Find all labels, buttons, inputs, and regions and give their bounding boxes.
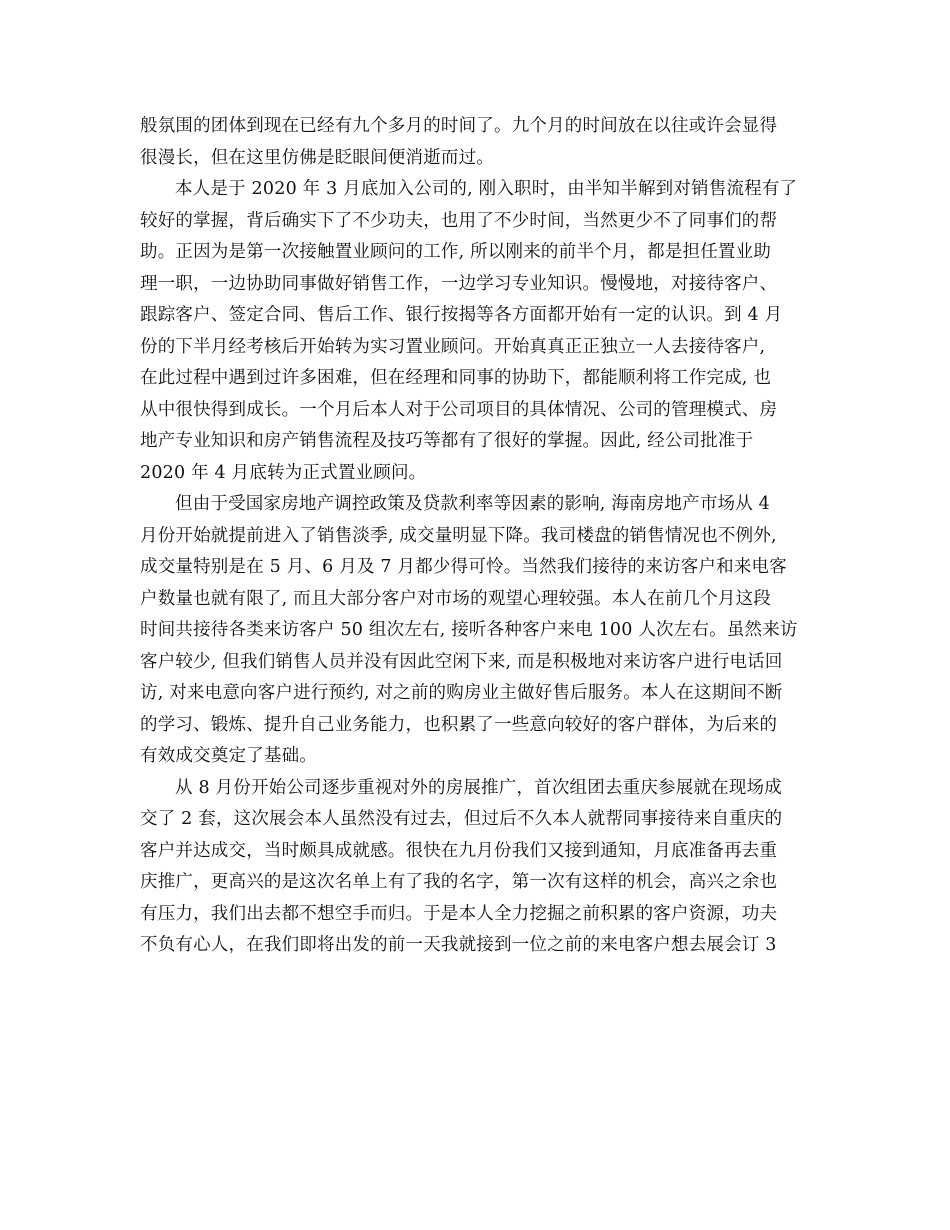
text-line: 从 8 月份开始公司逐步重视对外的房展推广，首次组团去重庆参展就在现场成 [175,777,782,798]
text-line: 从中很快得到成长。一个月后本人对于公司项目的具体情况、公司的管理模式、房 [140,399,778,420]
text-line: 地产专业知识和房产销售流程及技巧等都有了很好的掌握。因此, 经公司批准于 [140,431,754,451]
text-line: 份的下半月经考核后开始转为实习置业顾问。开始真真正正独立一人去接待客户, [140,336,766,357]
text-line: 客户较少, 但我们销售人员并没有因此空闲下来, 而是积极地对来访客户进行电话回 [140,651,783,672]
text-line: 般氛围的团体到现在已经有九个多月的时间了。九个月的时间放在以往或许会显得 [140,116,778,136]
text-line: 本人是于 2020 年 3 月底加入公司的, 刚入职时，由半知半解到对销售流程有了 [175,179,798,199]
text-line: 2020 年 4 月底转为正式置业顾问。 [140,462,427,483]
text-line: 交了 2 套，这次展会本人虽然没有过去，但过后不久本人就帮同事接待来自重庆的 [140,809,783,829]
text-line: 跟踪客户、签定合同、售后工作、银行按揭等各方面都开始有一定的认识。到 4 月 [140,305,783,325]
text-line: 庆推广，更高兴的是这次名单上有了我的名字，第一次有这样的机会，高兴之余也 [140,872,778,892]
text-line: 理一职，一边协助同事做好销售工作，一边学习专业知识。慢慢地，对接待客户、 [140,273,778,294]
text-line: 但由于受国家房地产调控政策及贷款利率等因素的影响, 海南房地产市场从 4 [175,494,771,514]
text-line: 较好的掌握，背后确实下了不少功夫，也用了不少时间，当然更少不了同事们的帮 [140,210,778,231]
text-line: 的学习、锻炼、提升自己业务能力，也积累了一些意向较好的客户群体，为后来的 [140,714,778,735]
text-line: 有效成交奠定了基础。 [140,746,317,766]
document-body [140,111,820,962]
text-line: 不负有心人，在我们即将出发的前一天我就接到一位之前的来电客户想去展会订 3 [140,935,777,955]
text-line: 时间共接待各类来访客户 50 组次左右, 接听各种客户来电 100 人次左右。虽然来访 [140,620,798,640]
text-line: 户数量也就有限了, 而且大部分客户对市场的观望心理较强。本人在前几个月这段 [140,588,772,609]
text-line: 在此过程中遇到过许多困难，但在经理和同事的协助下，都能顺利将工作完成, 也 [140,368,772,388]
text-line: 成交量特别是在 5 月、6 月及 7 月都少得可怜。当然我们接待的来访客户和来电客 [140,557,787,577]
text-line: 很漫长，但在这里仿佛是眨眼间便消逝而过。 [140,147,494,168]
text-line: 有压力，我们出去都不想空手而归。于是本人全力挖掘之前积累的客户资源，功夫 [140,903,778,924]
text-line: 访, 对来电意向客户进行预约, 对之前的购房业主做好售后服务。本人在这期间不断 [140,683,783,703]
text-line: 月份开始就提前进入了销售淡季, 成交量明显下降。我司楼盘的销售情况也不例外, [140,525,777,546]
text-line: 客户并达成交，当时颇具成就感。很快在九月份我们又接到通知，月底准备再去重 [140,840,778,861]
text-line: 助。正因为是第一次接触置业顾问的工作, 所以刚来的前半个月，都是担任置业助 [140,242,772,262]
